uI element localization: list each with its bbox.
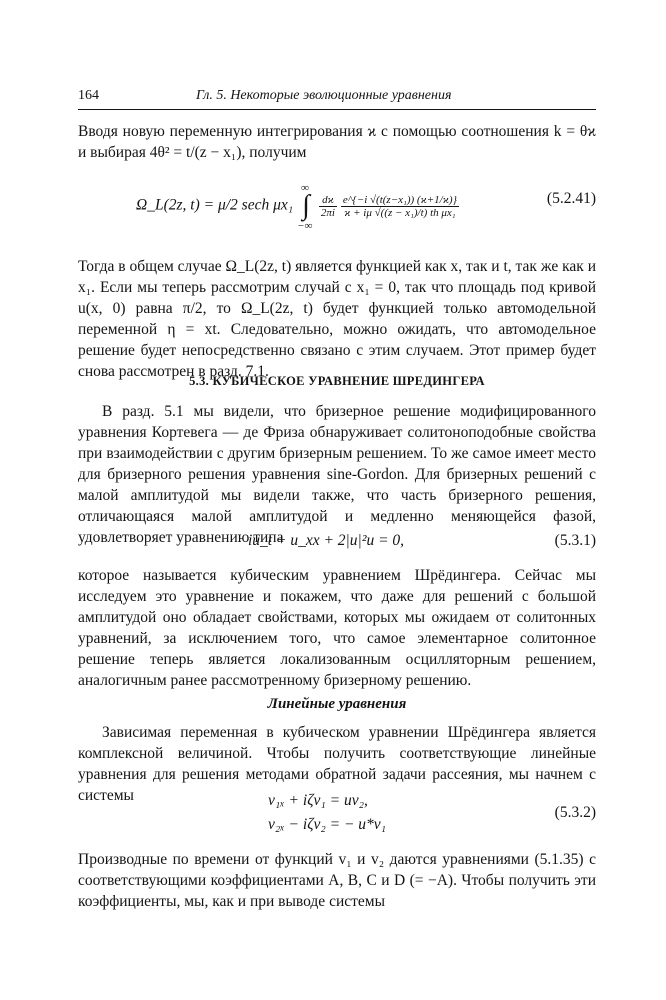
eq1-fraction-exp: $\frac{\text{e\textasciicircum{}\{−i √(t(z−x₁)) (ϰ+1/ϰ)\}}}{\text{ϰ + iμ √((z − x₁)/t) th μx₁}}$ bbox=[342, 193, 457, 219]
equation-5-3-2 bbox=[78, 792, 596, 840]
running-title: Гл. 5. Некоторые эволюционные уравнения bbox=[196, 88, 452, 103]
page-number: 164 bbox=[78, 88, 99, 103]
eq2-tag: (5.3.1) bbox=[554, 532, 596, 549]
paragraph-intro: Вводя новую переменную интегрирования ϰ с помощью соотношения k = θϰ и выбирая 4θ² = t/(z − x₁), получим bbox=[78, 123, 596, 161]
integral-sign: ∫ ∞ −∞ bbox=[297, 182, 313, 232]
subsection-title: Линейные уравнения bbox=[267, 696, 407, 712]
section-title: 5.3. КУБИЧЕСКОЕ УРАВНЕНИЕ ШРЕДИНГЕРА bbox=[189, 374, 485, 388]
eq3-tag: (5.3.2) bbox=[554, 804, 596, 821]
eq2-body: iu_t + u_xx + 2|u|²u = 0, bbox=[248, 532, 405, 549]
eq3-line2: v₂ₓ − iζv₂ = − u*v₁ bbox=[268, 816, 387, 833]
eq1-tag: (5.2.41) bbox=[546, 190, 596, 207]
equation-5-2-41 bbox=[78, 172, 596, 238]
header-rule bbox=[78, 109, 596, 110]
paragraph-schrodinger: которое называется кубическим уравнением Шрёдингера. Сейчас мы исследуем это уравнение и покажем, что даже для решений с большой амплитудой оно обладает свойствами, которых мы ожидаем от солитонных уравнений, за исключением того, что самое элементарное солитонное решение теперь является локализованным осцилляторным решением, аналогичным ранее рассмотренному бризерному решению. bbox=[78, 567, 596, 689]
eq1-fraction-dk: $\frac{dϰ}{2\pi i}$ bbox=[320, 193, 335, 219]
eq1-lhs: Ω_L(2z, t) = μ/2 sech μx₁ bbox=[136, 196, 294, 214]
paragraph-time-derivatives: Производные по времени от функций v₁ и v₂ даются уравнениями (5.1.35) с соответствующими коэффициентами A, B, C и D (= −A). Чтобы получить эти коэффициенты, мы, как и при выводе системы bbox=[78, 851, 596, 910]
paragraph-linear: Зависимая переменная в кубическом уравнении Шрёдингера является комплексной величиной. Чтобы получить соответствующие линейные уравнения для решения методами обратной задачи рассеяния, мы начнем с системы bbox=[78, 724, 596, 804]
equation-5-3-1 bbox=[78, 532, 596, 556]
running-header bbox=[78, 88, 596, 110]
paragraph-breather: В разд. 5.1 мы видели, что бризерное решение модифицированного уравнения Кортевега — де Фриза обнаруживает солитоноподобные свойства при взаимодействии с другим бризерным решением. То же самое имеет место для бризерного решения уравнения sine-Gordon. Для бризерных решений с малой амплитудой мы видели также, что часть бризерного решения, отличающаяся малой амплитудой и медленно меняющейся фазой, удовлетворяет уравнению типа bbox=[78, 403, 596, 546]
eq3-line1: v₁ₓ + iζv₁ = uv₂, bbox=[268, 792, 368, 809]
paragraph-general-case: Тогда в общем случае Ω_L(2z, t) является функцией как x, так и t, так же как и x₁. Если мы теперь рассмотрим случай с x₁ = 0, так что площадь под кривой u(x, 0) равна π/2, то Ω_L(2z, t) будет функцией только автомодельной переменной η = xt. Следовательно, можно ожидать, что автомодельное решение будет непосредственно связано с этим случаем. Этот пример будет снова рассмотрен в разд. 7.1. bbox=[78, 258, 596, 380]
